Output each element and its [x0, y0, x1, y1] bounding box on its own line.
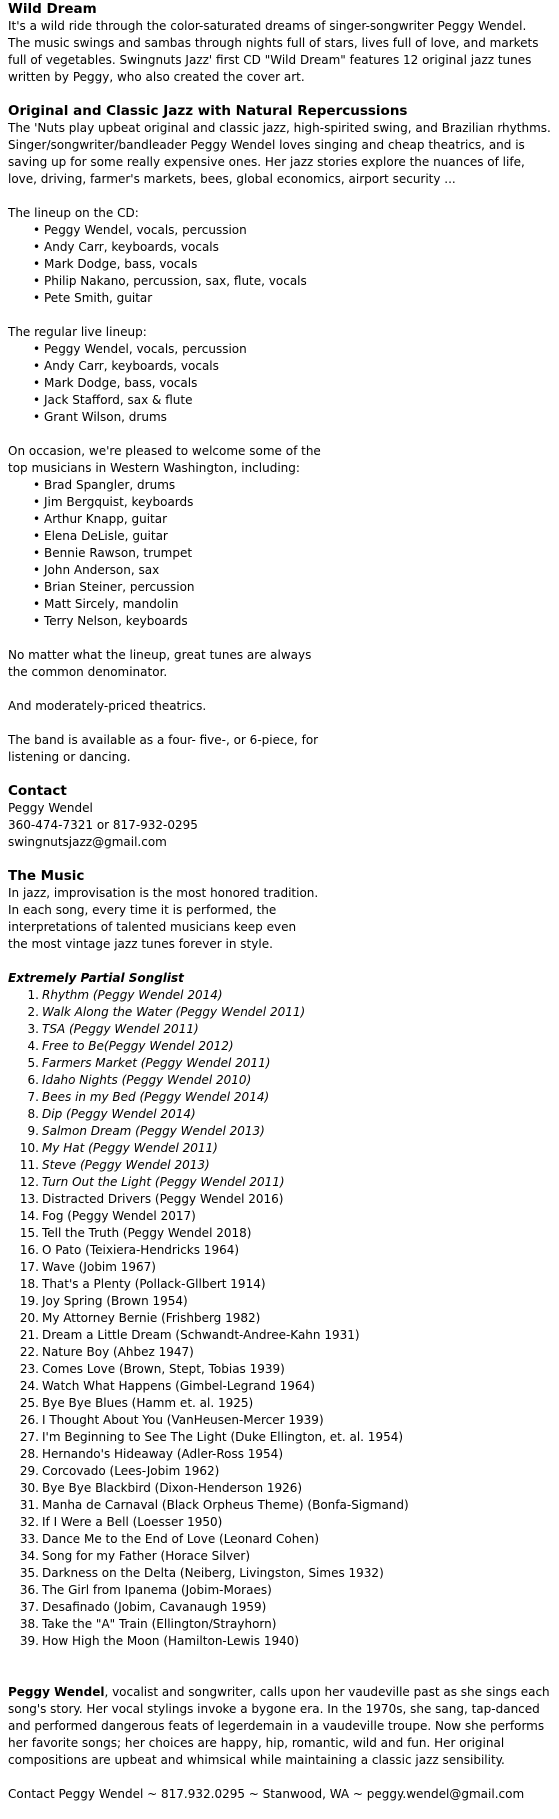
song-number: 4.	[27, 1039, 39, 1053]
song-item	[19, 1378, 551, 1395]
song-number: 38.	[19, 1617, 39, 1631]
list-item: • Bennie Rawson, trumpet	[44, 545, 551, 562]
song-number: 18.	[19, 1277, 39, 1291]
song-number: 20.	[19, 1311, 39, 1325]
song-title: My Attorney Bernie (Frishberg 1982)	[42, 1311, 261, 1325]
music-heading: The Music	[8, 868, 85, 884]
song-number: 2.	[27, 1005, 39, 1019]
list-item: • Peggy Wendel, vocals, percussion	[44, 222, 551, 239]
music-line1: In jazz, improvisation is the most honored tradition.	[8, 886, 319, 900]
lineup-note-line1: No matter what the lineup, great tunes are always	[8, 648, 312, 662]
song-item	[19, 1514, 551, 1531]
song-number: 19.	[19, 1294, 39, 1308]
song-item	[19, 1395, 551, 1412]
contact-heading: Contact	[8, 783, 67, 799]
song-title: My Hat (Peggy Wendel 2011)	[42, 1141, 218, 1155]
song-number: 11.	[19, 1158, 39, 1172]
list-item: • Terry Nelson, keyboards	[44, 613, 551, 630]
list-item: • Elena DeLisle, guitar	[44, 528, 551, 545]
songlist-heading: Extremely Partial Songlist	[8, 971, 184, 985]
song-item	[19, 1344, 551, 1361]
song-number: 39.	[19, 1634, 39, 1648]
song-title: O Pato (Teixiera-Hendricks 1964)	[42, 1243, 240, 1257]
song-number: 27.	[19, 1430, 39, 1444]
list-item: • Andy Carr, keyboards, vocals	[44, 358, 551, 375]
guests-heading-line1: On occasion, we're pleased to welcome some of the	[8, 444, 321, 458]
song-title: Take the "A" Train (Ellington/Strayhorn)	[42, 1617, 277, 1631]
song-number: 1.	[27, 988, 39, 1002]
song-number: 29.	[19, 1464, 39, 1478]
song-number: 7.	[27, 1090, 39, 1104]
list-item: • Matt Sircely, mandolin	[44, 596, 551, 613]
song-item	[19, 1259, 551, 1276]
contact-name: Peggy Wendel	[8, 801, 93, 815]
song-title: Idaho Nights (Peggy Wendel 2010)	[42, 1073, 252, 1087]
song-item	[19, 1157, 551, 1174]
song-title: I'm Beginning to See The Light (Duke Ellington, et. al. 1954)	[42, 1430, 404, 1444]
live-lineup-list	[8, 341, 551, 426]
song-number: 35.	[19, 1566, 39, 1580]
list-item: • Jim Bergquist, keyboards	[44, 494, 551, 511]
song-item	[19, 1429, 551, 1446]
song-title: Dream a Little Dream (Schwandt-Andree-Kahn 1931)	[42, 1328, 360, 1342]
song-title: Fog (Peggy Wendel 2017)	[42, 1209, 196, 1223]
song-number: 10.	[19, 1141, 39, 1155]
song-title: Song for my Father (Horace Silver)	[42, 1549, 251, 1563]
song-item	[19, 1140, 551, 1157]
contact-email[interactable]: swingnutsjazz@gmail.com	[8, 835, 167, 849]
cd-lineup-heading: The lineup on the CD:	[8, 206, 139, 220]
about-paragraph: The 'Nuts play upbeat original and classic jazz, high-spirited swing, and Brazilian rhythms. Singer/songwriter/bandleader Peggy Wendel loves singing and cheap theatrics, and is saving up for some really expensive ones. Her jazz stories explore the nuances of life, love, driving, farmer's markets, bees, global economics, airport security ...	[8, 121, 551, 186]
song-number: 13.	[19, 1192, 39, 1206]
song-item	[19, 1616, 551, 1633]
about-heading: Original and Classic Jazz with Natural Repercussions	[8, 103, 408, 119]
guests-heading-line2: top musicians in Western Washington, including:	[8, 461, 300, 475]
song-title: I Thought About You (VanHeusen-Mercer 1939)	[42, 1413, 324, 1427]
songlist	[8, 987, 551, 1650]
lineup-note-line2: the common denominator.	[8, 665, 168, 679]
song-item	[19, 1310, 551, 1327]
song-title: Manha de Carnaval (Black Orpheus Theme) (Bonfa-Sigmand)	[42, 1498, 409, 1512]
song-number: 9.	[27, 1124, 39, 1138]
song-item	[19, 1565, 551, 1582]
song-number: 30.	[19, 1481, 39, 1495]
song-title: Dance Me to the End of Love (Leonard Cohen)	[42, 1532, 320, 1546]
song-item	[19, 1293, 551, 1310]
footer-contact: Contact Peggy Wendel ~ 817.932.0295 ~ Stanwood, WA ~ peggy.wendel@gmail.com	[8, 1787, 525, 1801]
song-title: Tell the Truth (Peggy Wendel 2018)	[42, 1226, 252, 1240]
list-item: • Pete Smith, guitar	[44, 290, 551, 307]
song-title: How High the Moon (Hamilton-Lewis 1940)	[42, 1634, 300, 1648]
song-item	[19, 1480, 551, 1497]
song-number: 6.	[27, 1073, 39, 1087]
song-item	[19, 1582, 551, 1599]
song-item	[19, 1531, 551, 1548]
song-item	[19, 1242, 551, 1259]
song-title: Watch What Happens (Gimbel-Legrand 1964)	[42, 1379, 315, 1393]
song-item	[27, 1038, 551, 1055]
list-item: • Arthur Knapp, guitar	[44, 511, 551, 528]
song-title: Joy Spring (Brown 1954)	[42, 1294, 188, 1308]
music-line2: In each song, every time it is performed, the	[8, 903, 277, 917]
wild-dream-paragraph: It's a wild ride through the color-saturated dreams of singer-songwriter Peggy Wendel. The music swings and sambas through nights full of stars, lives full of love, and markets full of vegetables. Swingnuts Jazz' first CD "Wild Dream" features 12 original jazz tunes written by Peggy, who also created the cover art.	[8, 19, 539, 84]
song-title: Farmers Market (Peggy Wendel 2011)	[42, 1056, 271, 1070]
bio-text: , vocalist and songwriter, calls upon her vaudeville past as she sings each song's story. Her vocal stylings invoke a bygone era. In the 1970s, she sang, tap-danced and performed dangerous feats of legerdemain in a vaudeville troupe. Now she performs her favorite songs; her choices are happy, hip, romantic, wild and fun. Her original compositions are upbeat and whimsical while maintaining a classic jazz sensibility.	[8, 1685, 550, 1767]
song-title: Dip (Peggy Wendel 2014)	[42, 1107, 196, 1121]
song-item	[19, 1412, 551, 1429]
song-title: Desafinado (Jobim, Cavanaugh 1959)	[42, 1600, 267, 1614]
song-item	[19, 1633, 551, 1650]
availability-note-line1: The band is available as a four- five-, or 6-piece, for	[8, 733, 319, 747]
song-title: Distracted Drivers (Peggy Wendel 2016)	[42, 1192, 284, 1206]
song-item	[19, 1463, 551, 1480]
song-item	[19, 1361, 551, 1378]
song-title: Bye Bye Blues (Hamm et. al. 1925)	[42, 1396, 254, 1410]
wild-dream-heading: Wild Dream	[8, 1, 97, 17]
song-item	[27, 1089, 551, 1106]
song-item	[19, 1548, 551, 1565]
list-item: • Grant Wilson, drums	[44, 409, 551, 426]
song-title: Nature Boy (Ahbez 1947)	[42, 1345, 194, 1359]
song-number: 28.	[19, 1447, 39, 1461]
song-number: 37.	[19, 1600, 39, 1614]
music-line3: interpretations of talented musicians keep even	[8, 920, 297, 934]
song-item	[27, 1004, 551, 1021]
song-number: 21.	[19, 1328, 39, 1342]
music-line4: the most vintage jazz tunes forever in style.	[8, 937, 273, 951]
song-item	[19, 1276, 551, 1293]
song-title: Bees in my Bed (Peggy Wendel 2014)	[42, 1090, 270, 1104]
cd-lineup-list	[8, 222, 551, 307]
song-item	[27, 987, 551, 1004]
theatrics-note: And moderately-priced theatrics.	[8, 699, 207, 713]
list-item: • Mark Dodge, bass, vocals	[44, 256, 551, 273]
list-item: • Brian Steiner, percussion	[44, 579, 551, 596]
song-number: 12.	[19, 1175, 39, 1189]
bio-paragraph	[8, 1684, 551, 1769]
song-title: Wave (Jobim 1967)	[42, 1260, 156, 1274]
song-title: Steve (Peggy Wendel 2013)	[42, 1158, 210, 1172]
song-number: 36.	[19, 1583, 39, 1597]
song-number: 25.	[19, 1396, 39, 1410]
song-item	[27, 1072, 551, 1089]
song-title: Turn Out the Light (Peggy Wendel 2011)	[42, 1175, 285, 1189]
list-item: • John Anderson, sax	[44, 562, 551, 579]
list-item: • Mark Dodge, bass, vocals	[44, 375, 551, 392]
list-item: • Jack Stafford, sax & flute	[44, 392, 551, 409]
song-item	[19, 1327, 551, 1344]
song-number: 33.	[19, 1532, 39, 1546]
song-title: Darkness on the Delta (Neiberg, Livingston, Simes 1932)	[42, 1566, 384, 1580]
list-item: • Philip Nakano, percussion, sax, flute, vocals	[44, 273, 551, 290]
contact-phones: 360-474-7321 or 817-932-0295	[8, 818, 198, 832]
song-number: 23.	[19, 1362, 39, 1376]
song-number: 8.	[27, 1107, 39, 1121]
song-number: 14.	[19, 1209, 39, 1223]
list-item: • Peggy Wendel, vocals, percussion	[44, 341, 551, 358]
song-item	[27, 1106, 551, 1123]
song-title: Free to Be(Peggy Wendel 2012)	[42, 1039, 234, 1053]
song-item	[19, 1497, 551, 1514]
song-number: 5.	[27, 1056, 39, 1070]
song-item	[19, 1599, 551, 1616]
song-title: Corcovado (Lees-Jobim 1962)	[42, 1464, 220, 1478]
song-title: Rhythm (Peggy Wendel 2014)	[42, 988, 223, 1002]
song-title: TSA (Peggy Wendel 2011)	[42, 1022, 199, 1036]
song-title: Comes Love (Brown, Stept, Tobias 1939)	[42, 1362, 285, 1376]
song-number: 24.	[19, 1379, 39, 1393]
song-item	[27, 1055, 551, 1072]
song-number: 22.	[19, 1345, 39, 1359]
song-title: Walk Along the Water (Peggy Wendel 2011)	[42, 1005, 306, 1019]
song-title: That's a Plenty (Pollack-Gllbert 1914)	[42, 1277, 266, 1291]
song-title: Bye Bye Blackbird (Dixon-Henderson 1926)	[42, 1481, 303, 1495]
song-title: Salmon Dream (Peggy Wendel 2013)	[42, 1124, 265, 1138]
song-number: 32.	[19, 1515, 39, 1529]
song-item	[19, 1225, 551, 1242]
song-title: The Girl from Ipanema (Jobim-Moraes)	[42, 1583, 272, 1597]
song-number: 31.	[19, 1498, 39, 1512]
song-title: If I Were a Bell (Loesser 1950)	[42, 1515, 223, 1529]
song-number: 3.	[27, 1022, 39, 1036]
song-item	[19, 1191, 551, 1208]
song-title: Hernando's Hideaway (Adler-Ross 1954)	[42, 1447, 284, 1461]
song-item	[27, 1021, 551, 1038]
song-item	[19, 1174, 551, 1191]
song-number: 16.	[19, 1243, 39, 1257]
song-number: 34.	[19, 1549, 39, 1563]
list-item: • Andy Carr, keyboards, vocals	[44, 239, 551, 256]
availability-note-line2: listening or dancing.	[8, 750, 131, 764]
song-number: 26.	[19, 1413, 39, 1427]
guests-list	[8, 477, 551, 630]
list-item: • Brad Spangler, drums	[44, 477, 551, 494]
song-item	[19, 1208, 551, 1225]
song-item	[27, 1123, 551, 1140]
live-lineup-heading: The regular live lineup:	[8, 325, 147, 339]
song-number: 17.	[19, 1260, 39, 1274]
song-item	[19, 1446, 551, 1463]
song-number: 15.	[19, 1226, 39, 1240]
bio-name: Peggy Wendel	[8, 1685, 105, 1699]
